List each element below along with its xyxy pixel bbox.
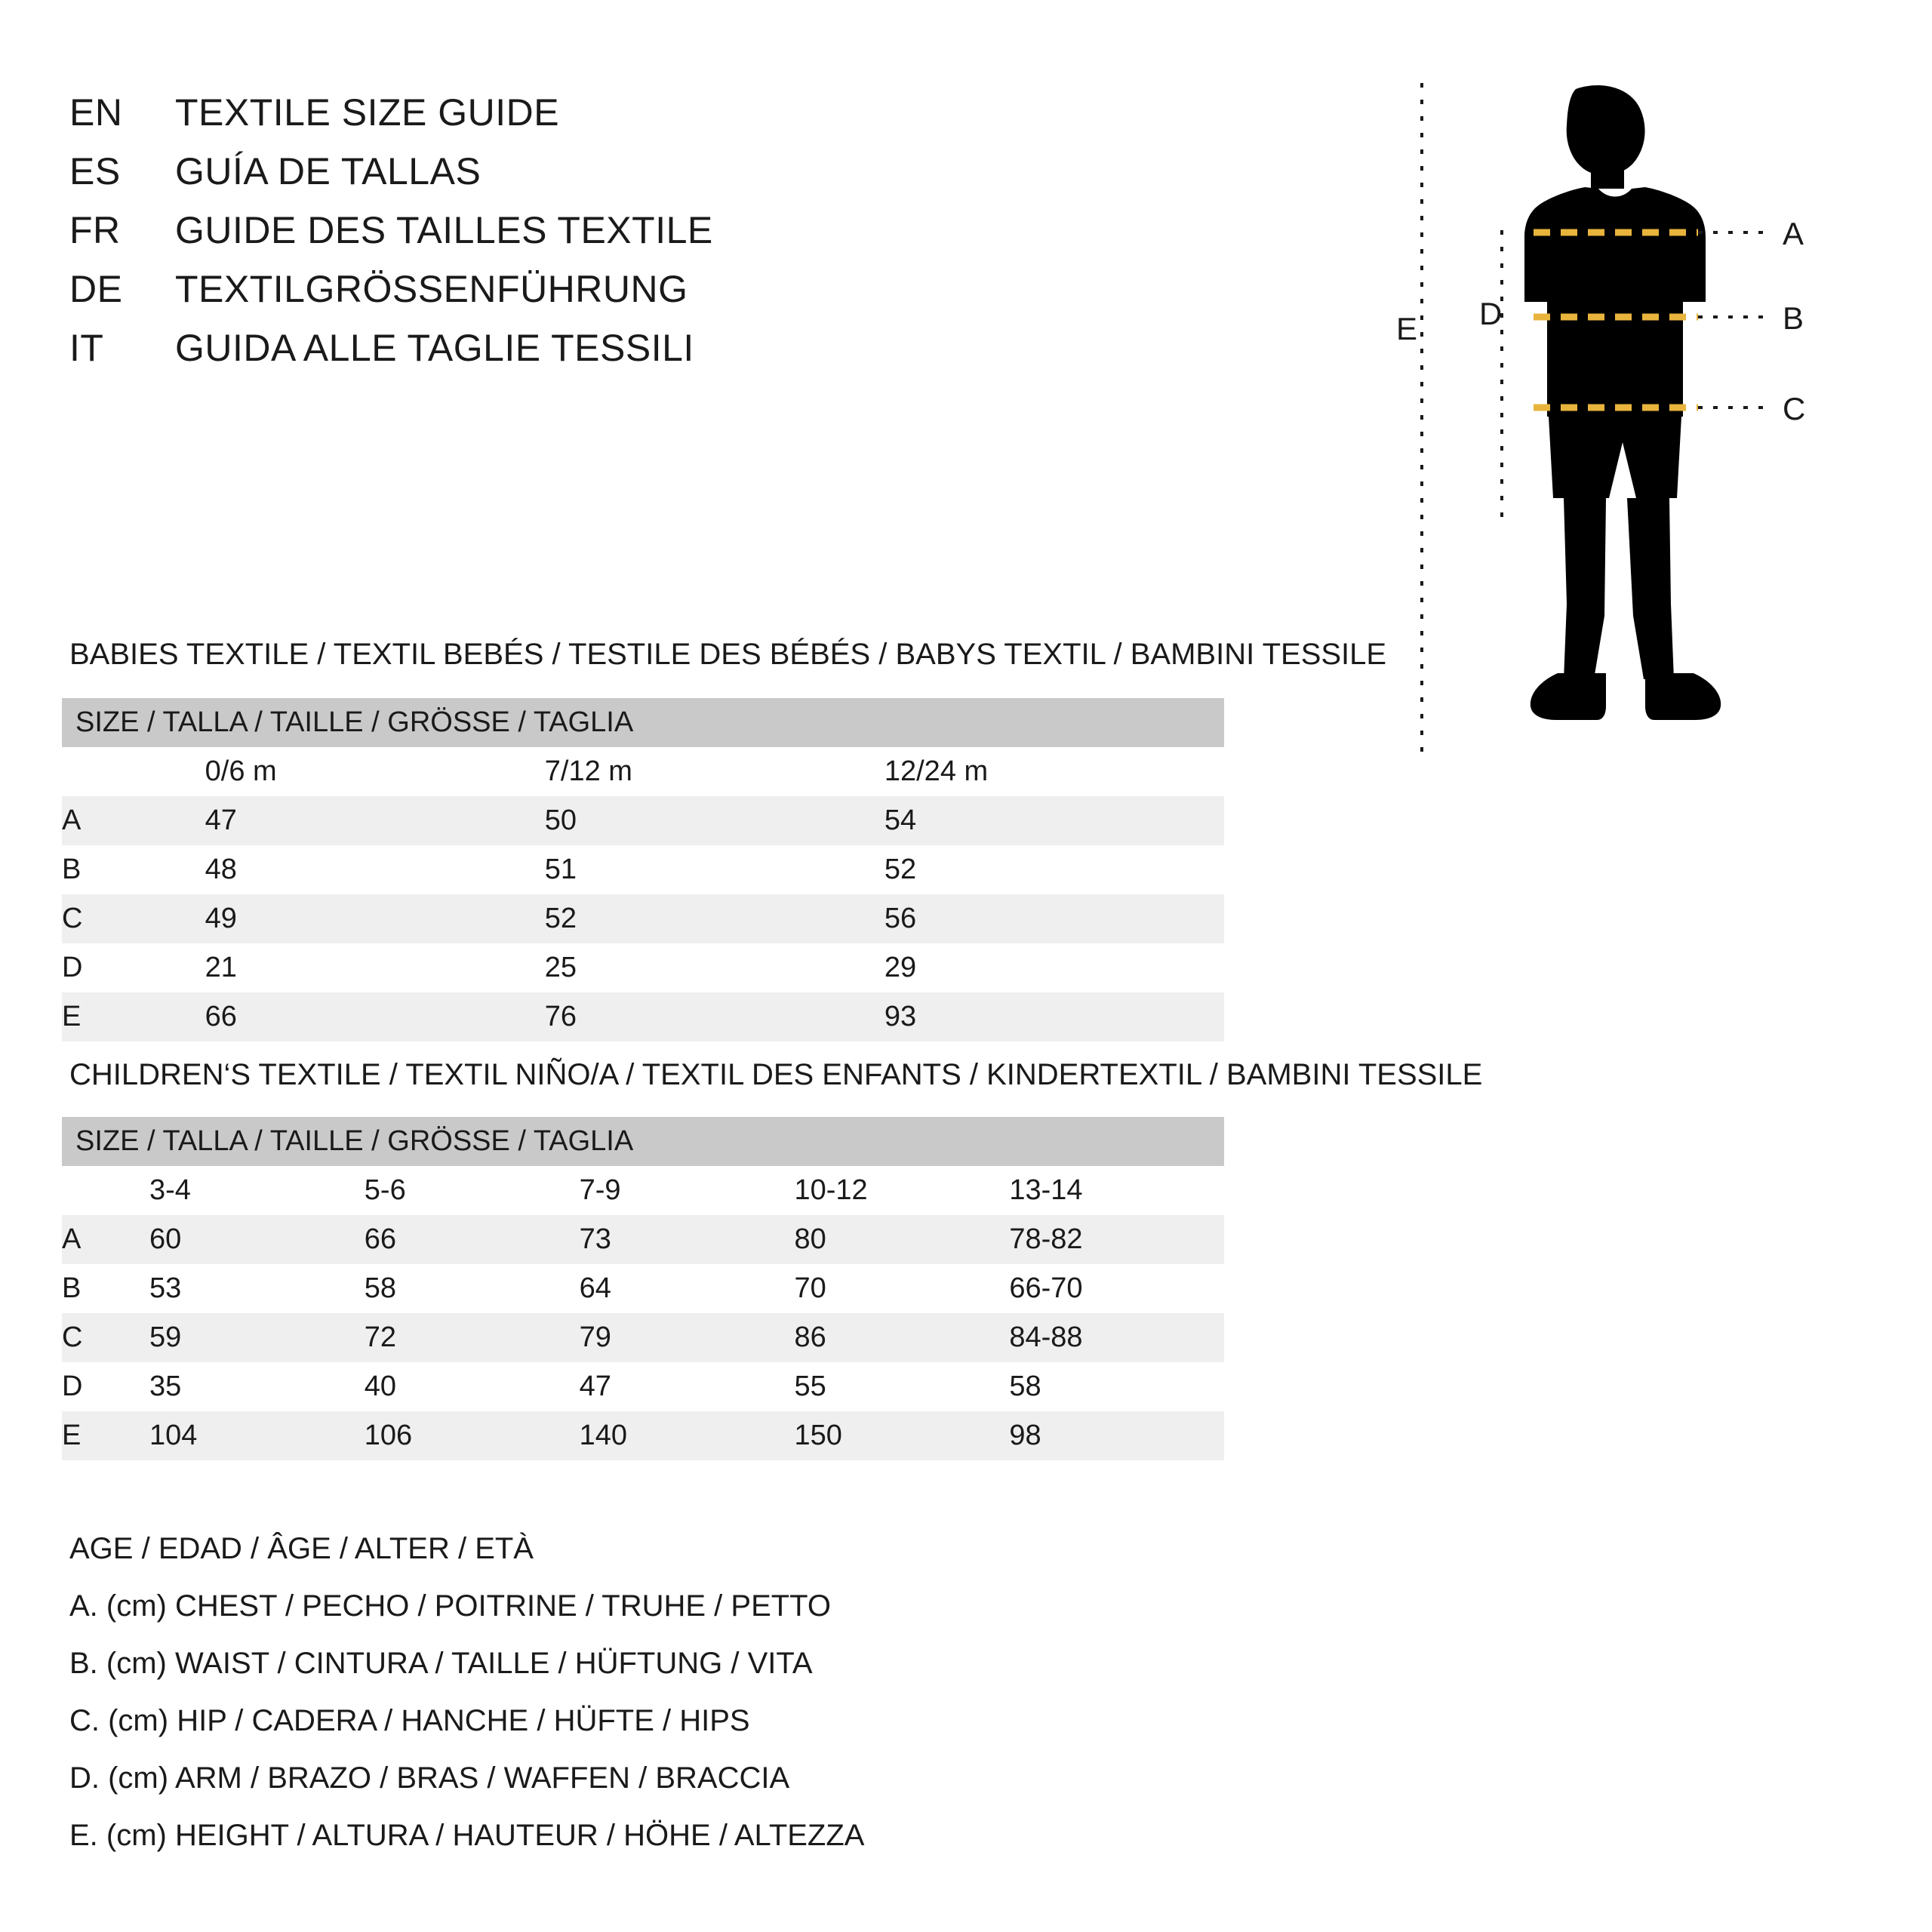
table-row <box>62 796 1224 845</box>
children-c-2: 79 <box>580 1313 795 1362</box>
children-d-2: 47 <box>580 1362 795 1411</box>
babies-col-1: 7/12 m <box>545 747 884 796</box>
figure-label-a: A <box>1783 216 1804 251</box>
children-c-3: 86 <box>794 1313 1009 1362</box>
children-b-1: 58 <box>365 1264 580 1313</box>
children-a-4: 78-82 <box>1009 1215 1224 1264</box>
children-d-0: 35 <box>149 1362 365 1411</box>
babies-c-2: 56 <box>884 894 1224 943</box>
language-text-es: GUÍA DE TALLAS <box>175 150 481 192</box>
babies-table-header-row <box>62 698 1224 747</box>
legend-arm: D. (cm) ARM / BRAZO / BRAS / WAFFEN / BRACCIA <box>69 1761 790 1795</box>
table-row <box>62 943 1224 992</box>
children-d-1: 40 <box>365 1362 580 1411</box>
language-code-de: DE <box>69 268 123 310</box>
children-row-label-d: D <box>62 1362 149 1411</box>
babies-b-2: 52 <box>884 845 1224 894</box>
children-col-0: 3-4 <box>149 1166 365 1215</box>
legend-hip: C. (cm) HIP / CADERA / HANCHE / HÜFTE / HIPS <box>69 1704 750 1737</box>
children-c-1: 72 <box>365 1313 580 1362</box>
children-c-0: 59 <box>149 1313 365 1362</box>
legend-waist: B. (cm) WAIST / CINTURA / TAILLE / HÜFTUNG / VITA <box>69 1647 813 1680</box>
child-silhouette <box>1524 85 1721 720</box>
children-section-title: CHILDREN‘S TEXTILE / TEXTIL NIÑO/A / TEXTIL DES ENFANTS / KINDERTEXTIL / BAMBINI TESSILE <box>69 1058 1483 1091</box>
children-size-table <box>62 1117 1224 1460</box>
table-row <box>62 992 1224 1041</box>
language-row-it <box>69 326 975 385</box>
children-table-column-row <box>62 1166 1224 1215</box>
children-table-header-row <box>62 1117 1224 1166</box>
language-code-it: IT <box>69 327 104 369</box>
babies-col-0: 0/6 m <box>205 747 545 796</box>
babies-a-0: 47 <box>205 796 545 845</box>
children-row-label-e: E <box>62 1411 149 1460</box>
children-e-1: 106 <box>365 1411 580 1460</box>
language-text-fr: GUIDE DES TAILLES TEXTILE <box>175 209 713 251</box>
figure-label-d: D <box>1479 296 1503 331</box>
babies-col-corner <box>62 747 205 796</box>
language-text-it: GUIDA ALLE TAGLIE TESSILI <box>175 327 694 369</box>
children-col-3: 10-12 <box>794 1166 1009 1215</box>
table-row <box>62 845 1224 894</box>
children-col-corner <box>62 1166 149 1215</box>
babies-row-label-d: D <box>62 943 205 992</box>
language-code-es: ES <box>69 150 121 192</box>
language-text-de: TEXTILGRÖSSENFÜHRUNG <box>175 268 688 310</box>
babies-e-1: 76 <box>545 992 884 1041</box>
table-row <box>62 1362 1224 1411</box>
babies-d-2: 29 <box>884 943 1224 992</box>
measurement-figure <box>1396 75 1879 770</box>
babies-col-2: 12/24 m <box>884 747 1224 796</box>
babies-c-1: 52 <box>545 894 884 943</box>
babies-table-column-row <box>62 747 1224 796</box>
legend-age: AGE / EDAD / ÂGE / ALTER / ETÀ <box>69 1532 534 1565</box>
language-text-en: TEXTILE SIZE GUIDE <box>175 91 560 134</box>
children-c-4: 84-88 <box>1009 1313 1224 1362</box>
babies-section-title: BABIES TEXTILE / TEXTIL BEBÉS / TESTILE DES BÉBÉS / BABYS TEXTIL / BAMBINI TESSILE <box>69 638 1387 671</box>
children-a-0: 60 <box>149 1215 365 1264</box>
children-e-0: 104 <box>149 1411 365 1460</box>
language-row-fr <box>69 208 975 267</box>
babies-c-0: 49 <box>205 894 545 943</box>
legend-chest: A. (cm) CHEST / PECHO / POITRINE / TRUHE / PETTO <box>69 1589 832 1623</box>
language-row-es <box>69 149 975 208</box>
legend-height: E. (cm) HEIGHT / ALTURA / HAUTEUR / HÖHE / ALTEZZA <box>69 1819 865 1852</box>
babies-size-table <box>62 698 1224 1041</box>
figure-label-c: C <box>1783 391 1806 426</box>
table-row <box>62 1264 1224 1313</box>
language-row-de <box>69 267 975 326</box>
babies-row-label-b: B <box>62 845 205 894</box>
children-col-2: 7-9 <box>580 1166 795 1215</box>
babies-d-1: 25 <box>545 943 884 992</box>
figure-label-e: E <box>1396 311 1418 346</box>
table-row <box>62 1313 1224 1362</box>
children-b-0: 53 <box>149 1264 365 1313</box>
children-d-3: 55 <box>794 1362 1009 1411</box>
language-title-block <box>69 91 975 385</box>
children-b-4: 66-70 <box>1009 1264 1224 1313</box>
children-d-4: 58 <box>1009 1362 1224 1411</box>
babies-row-label-c: C <box>62 894 205 943</box>
table-row <box>62 894 1224 943</box>
language-code-en: EN <box>69 91 123 134</box>
children-col-4: 13-14 <box>1009 1166 1224 1215</box>
children-a-3: 80 <box>794 1215 1009 1264</box>
children-b-3: 70 <box>794 1264 1009 1313</box>
babies-e-0: 66 <box>205 992 545 1041</box>
children-e-2: 140 <box>580 1411 795 1460</box>
children-a-1: 66 <box>365 1215 580 1264</box>
babies-row-label-a: A <box>62 796 205 845</box>
babies-table-header: SIZE / TALLA / TAILLE / GRÖSSE / TAGLIA <box>62 698 1224 747</box>
figure-label-b: B <box>1783 300 1804 336</box>
babies-e-2: 93 <box>884 992 1224 1041</box>
table-row <box>62 1215 1224 1264</box>
babies-row-label-e: E <box>62 992 205 1041</box>
children-a-2: 73 <box>580 1215 795 1264</box>
measurement-legend <box>69 1532 1428 1876</box>
children-b-2: 64 <box>580 1264 795 1313</box>
children-table-header: SIZE / TALLA / TAILLE / GRÖSSE / TAGLIA <box>62 1117 1224 1166</box>
babies-a-1: 50 <box>545 796 884 845</box>
table-row <box>62 1411 1224 1460</box>
language-row-en <box>69 91 975 149</box>
language-code-fr: FR <box>69 209 121 251</box>
babies-b-1: 51 <box>545 845 884 894</box>
children-row-label-c: C <box>62 1313 149 1362</box>
children-e-4: 98 <box>1009 1411 1224 1460</box>
children-row-label-b: B <box>62 1264 149 1313</box>
babies-a-2: 54 <box>884 796 1224 845</box>
children-col-1: 5-6 <box>365 1166 580 1215</box>
children-e-3: 150 <box>794 1411 1009 1460</box>
babies-b-0: 48 <box>205 845 545 894</box>
children-row-label-a: A <box>62 1215 149 1264</box>
babies-d-0: 21 <box>205 943 545 992</box>
